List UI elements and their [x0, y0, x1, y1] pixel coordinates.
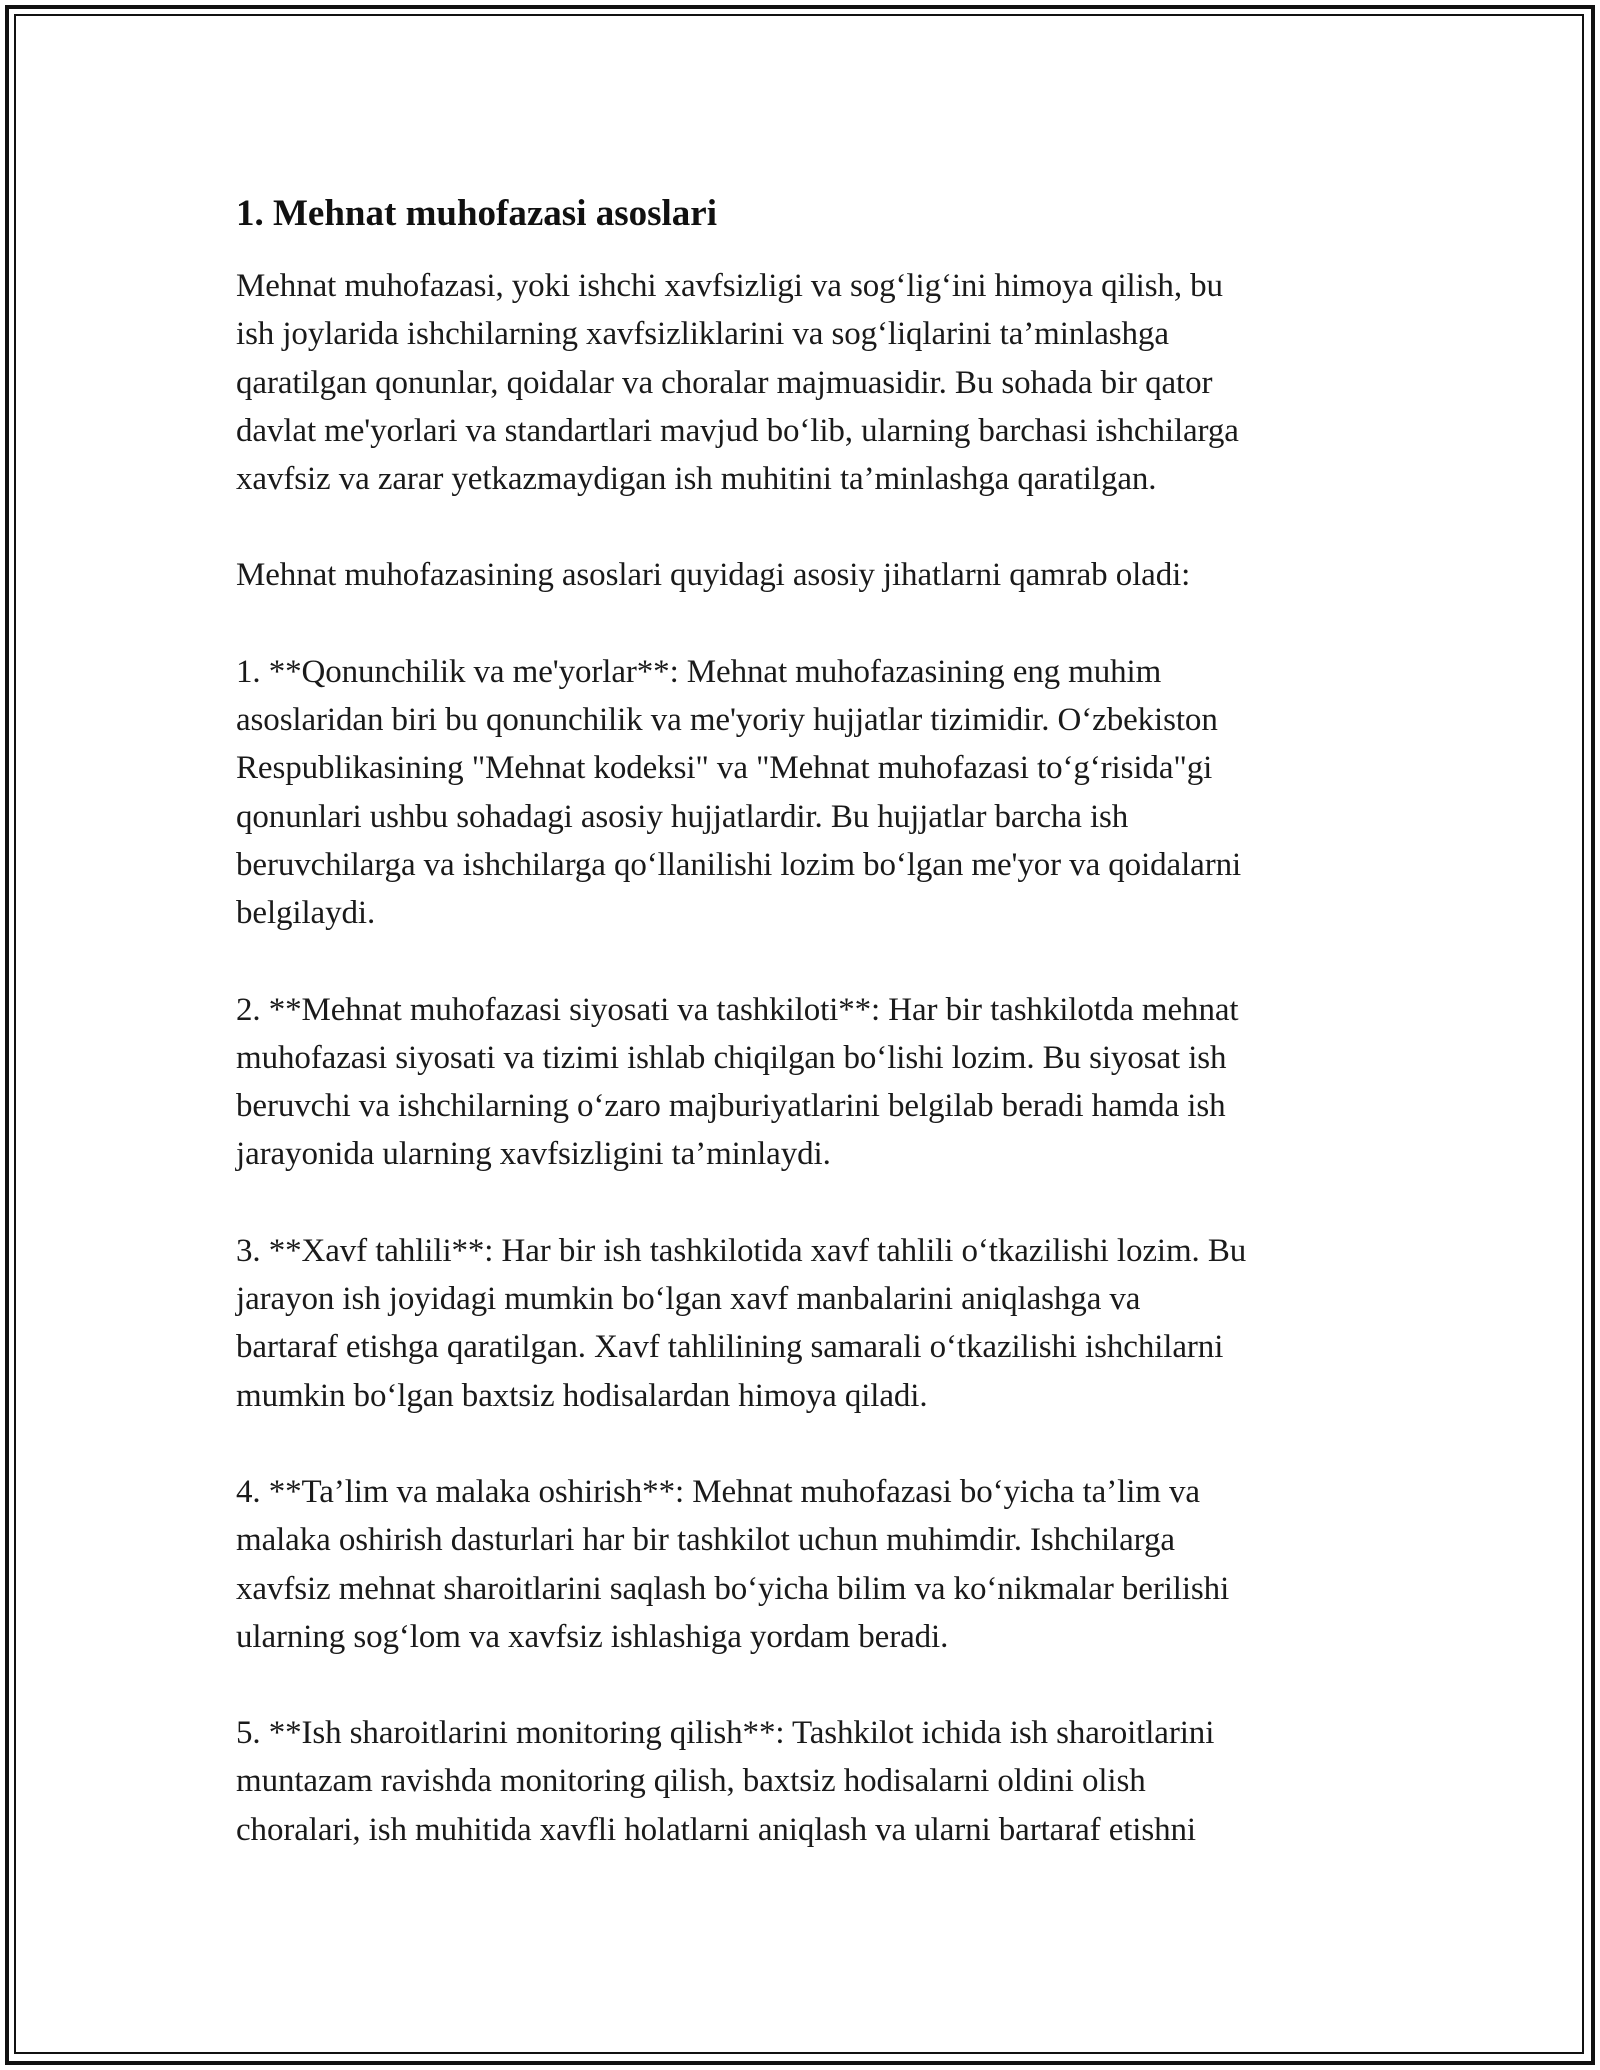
document-page: [236, 190, 1386, 1902]
list-item-policy: 2. **Mehnat muhofazasi siyosati va tashkiloti**: Har bir tashkilotda mehnat muhofazasi siyosati va tizimi ishlab chiqilgan bo‘lishi lozim. Bu siyosat ish beruvchi va ishchilarning o‘zaro majburiyatlarini belgilab beradi hamda ish jarayonida ularning xavfsizligini ta’minlaydi.: [236, 991, 1239, 1173]
summary-paragraph: Mehnat muhofazasining asoslari quyidagi asosiy jihatlarni qamrab oladi:: [236, 557, 1191, 594]
list-item-training: 4. **Ta’lim va malaka oshirish**: Mehnat muhofazasi bo‘yicha ta’lim va malaka oshirish dasturlari har bir tashkilot uchun muhimdir. Ishchilarga xavfsiz mehnat sharoitlarini saqlash bo‘yicha bilim va ko‘nikmalar berilishi ularning sog‘lom va xavfsiz ishlashiga yordam beradi.: [236, 1473, 1230, 1655]
intro-paragraph: Mehnat muhofazasi, yoki ishchi xavfsizligi va sog‘lig‘ini himoya qilish, bu ish joylarida ishchilarning xavfsizliklarini va sog‘liqlarini ta’minlashga qaratilgan qonunlar, qoidalar va choralar majmuasidir. Bu sohada bir qator davlat me'yorlari va standartlari mavjud bo‘lib, ularning barchasi ishchilarga xavfsiz va zarar yetkazmaydigan ish muhitini ta’minlashga qaratilgan.: [236, 268, 1239, 498]
list-item-risk-analysis: 3. **Xavf tahlili**: Har bir ish tashkilotida xavf tahlili o‘tkazilishi lozim. Bu jarayon ish joyidagi mumkin bo‘lgan xavf manbalarini aniqlashga va bartaraf etishga qaratilgan. Xavf tahlilining samarali o‘tkazilishi ishchilarni mumkin bo‘lgan baxtsiz hodisalardan himoya qiladi.: [236, 1232, 1247, 1414]
section-heading: 1. Mehnat muhofazasi asoslari: [236, 193, 717, 234]
list-item-monitoring: 5. **Ish sharoitlarini monitoring qilish**: Tashkilot ichida ish sharoitlarini muntazam ravishda monitoring qilish, baxtsiz hodisalarni oldini olish choralari, ish muhitida xavfli holatlarni aniqlash va ularni bartaraf etishni: [236, 1715, 1215, 1848]
list-item-legislation: 1. **Qonunchilik va me'yorlar**: Mehnat muhofazasining eng muhim asoslaridan biri bu qonunchilik va me'yoriy hujjatlar tizimidir. O‘zbekiston Respublikasining "Mehnat kodeksi" va "Mehnat muhofazasi to‘g‘risida"gi qonunlari ushbu sohadagi asosiy hujjatlardir. Bu hujjatlar barcha ish beruvchilarga va ishchilarga qo‘llanilishi lozim bo‘lgan me'yor va qoidalarni belgilaydi.: [236, 653, 1242, 932]
